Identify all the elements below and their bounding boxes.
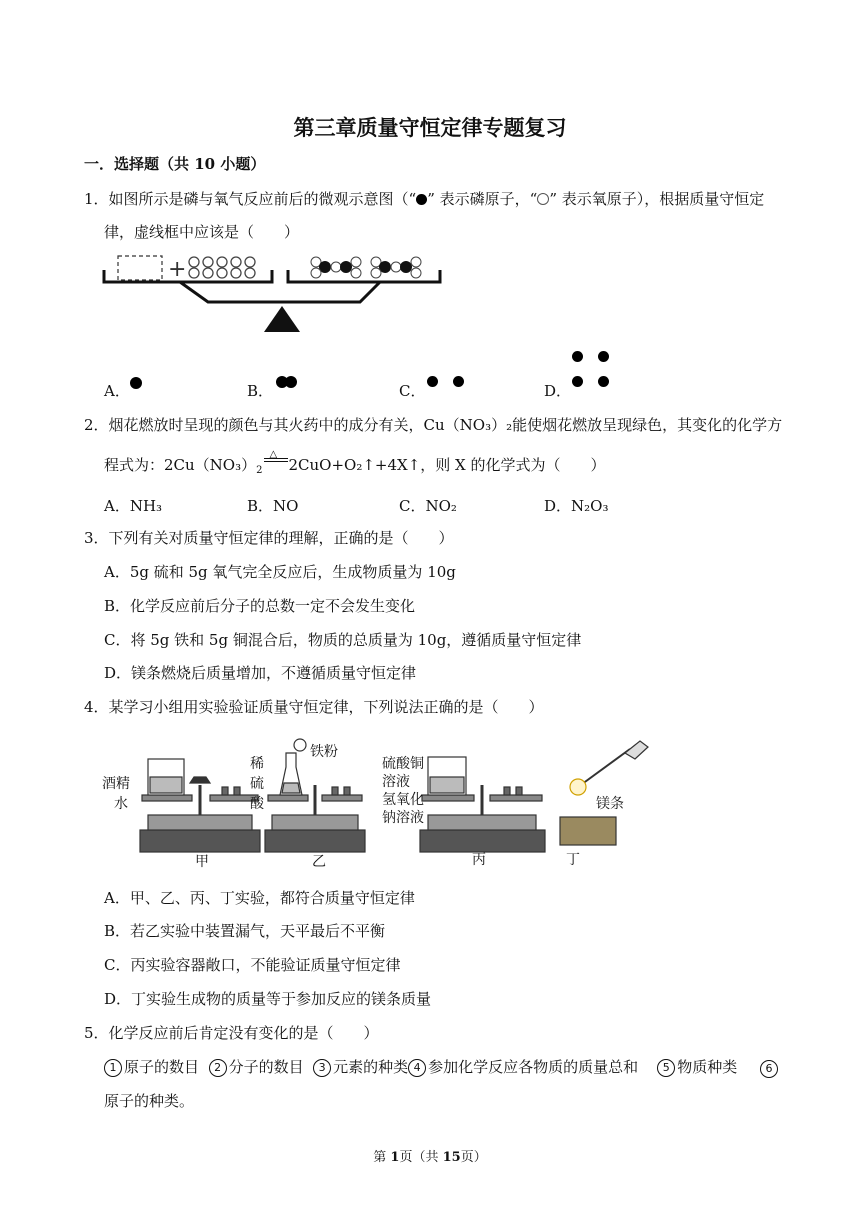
q3-option-a[interactable]: A．5g 硫和 5g 氧气完全反应后，生成物质量为 10g [104,563,456,581]
q1-text-b: ” 表示磷原子，“ [427,190,538,208]
q4-option-b[interactable]: B．若乙实验中装置漏气，天平最后不平衡 [104,922,386,940]
heat-delta-icon: △ [269,449,278,460]
q5-items [104,1056,737,1078]
label-dilute-3: 酸 [250,796,264,812]
footer-total: 15 [442,1150,461,1165]
label-dilute-2: 硫 [250,776,264,792]
page-footer [0,1146,860,1165]
num-6: 6 [760,1060,778,1078]
q4-option-c[interactable]: C．丙实验容器敞口，不能验证质量守恒定律 [104,956,401,974]
q1-option-b[interactable]: B． [247,382,274,400]
label-jia: 甲 [195,854,209,870]
answer-d-atom-icon-4 [598,376,609,387]
q5-tail: 原子的种类。 [104,1092,195,1110]
num-3: 3 [313,1059,331,1077]
q5-item-3: 元素的种类 [333,1058,409,1076]
q4-option-a[interactable]: A．甲、乙、丙、丁实验，都符合质量守恒定律 [104,889,415,907]
q1-option-a[interactable]: A． [104,382,130,400]
q5-item-2: 分子的数目 [228,1058,304,1076]
fulcrum [264,306,300,332]
label-alcohol: 酒精 [102,776,130,792]
q3-option-c[interactable]: C．将 5g 铁和 5g 铜混合后，物质的总质量为 10g，遵循质量守恒定律 [104,631,582,649]
balance-jia [140,759,260,852]
plus-sign: + [168,257,187,282]
q1-option-d[interactable]: D． [544,382,572,400]
label-yi: 乙 [312,854,326,870]
answer-d-atom-icon [572,351,583,362]
label-iron-powder: 铁粉 [310,744,338,760]
q2-eq-sub: 2 [256,465,263,476]
q3-option-b[interactable]: B．化学反应前后分子的总数一定不会发生变化 [104,597,416,615]
q1-text-a: 1．如图所示是磷与氧气反应前后的微观示意图（“ [84,190,417,208]
footer-b: 页（共 [399,1150,443,1165]
balance-beam [104,270,440,302]
oxygen-atom-icon [537,193,549,205]
footer-page: 1 [390,1150,400,1165]
label-bing: 丙 [472,852,486,868]
q2-option-d[interactable]: D．N₂O₃ [544,497,609,515]
q3-stem: 3．下列有关对质量守恒定律的理解，正确的是（ ） [84,529,454,547]
q5-item-5: 物质种类 [677,1058,738,1076]
label-dilute-1: 稀 [250,756,264,772]
q2-option-c[interactable]: C．NO₂ [399,497,457,515]
q1-options [104,380,804,402]
q4-option-d[interactable]: D．丁实验生成物的质量等于参加反应的镁条质量 [104,990,432,1008]
q2-eq-left: 程式为：2Cu（NO₃） [104,456,257,474]
section-heading: 一．选择题（共 10 小题） [84,155,266,173]
experiment-figure [100,735,660,870]
num-4: 4 [408,1059,426,1077]
footer-a: 第 [373,1150,391,1165]
q5-stem: 5．化学反应前后肯定没有变化的是（ ） [84,1024,379,1042]
q2-option-a[interactable]: A．NH₃ [104,497,163,515]
q2-option-b[interactable]: B．NO [247,497,299,515]
q1-stem-cont: 律，虚线框中应该是（ ） [104,223,300,241]
answer-d-atom-icon-3 [572,376,583,387]
num-1: 1 [104,1059,122,1077]
q3-option-d[interactable]: D．镁条燃烧后质量增加，不遵循质量守恒定律 [104,664,417,682]
footer-c: 页） [460,1150,487,1165]
q5-item-6-marker [760,1058,780,1078]
num-2: 2 [209,1059,227,1077]
q1-option-c[interactable]: C． [399,382,426,400]
num-5: 5 [657,1059,675,1077]
label-mg-strip: 镁条 [596,796,624,812]
oxygen-molecules [189,257,255,278]
label-naoh-2: 钠溶液 [382,810,424,826]
q2-equation [104,449,606,482]
balance-bing [420,757,545,852]
q2-stem: 2．烟花燃放时呈现的颜色与其火药中的成分有关，Cu（NO₃）₂能使烟花燃放呈现绿色，其变化的化学方 [84,416,783,434]
page-title: 第三章质量守恒定律专题复习 [293,116,567,140]
product-molecules [311,257,421,278]
label-ding: 丁 [566,852,580,868]
q2-eq-right: 2CuO+O₂↑+4X↑，则 X 的化学式为（ ） [288,456,606,474]
answer-d-atom-icon-2 [598,351,609,362]
q1-stem [84,188,764,210]
q4-stem: 4．某学习小组用实验验证质量守恒定律，下列说法正确的是（ ） [84,698,544,716]
q1-text-c: ” 表示氧原子），根据质量守恒定 [549,190,765,208]
reaction-arrow [263,449,289,470]
phosphorus-atom-icon [416,194,427,205]
answer-a-atom-icon [130,377,142,389]
answer-c-atom-icon [427,376,438,387]
label-solution: 溶液 [382,774,410,790]
balance-diagram [100,252,445,334]
label-water: 水 [114,796,128,812]
answer-c-atom-icon-2 [453,376,464,387]
dashed-box [118,256,162,280]
label-naoh-1: 氢氧化 [382,792,424,808]
answer-b-atom-icon-2 [285,376,297,388]
q5-item-4: 参加化学反应各物质的质量总和 [428,1058,639,1076]
label-cuso4: 硫酸铜 [382,756,424,772]
q5-item-1: 原子的数目 [124,1058,200,1076]
